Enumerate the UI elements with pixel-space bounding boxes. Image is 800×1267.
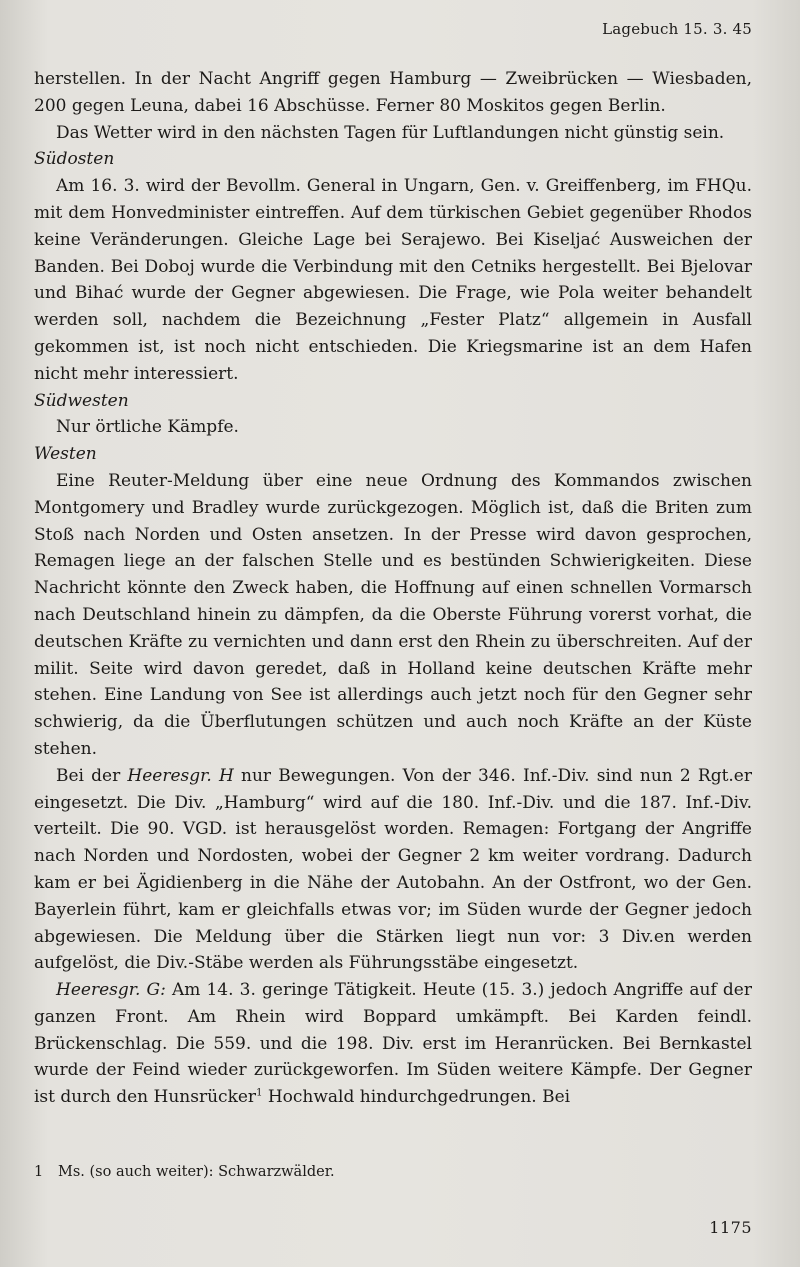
text-fragment: Hochwald hindurchgedrungen. Bei bbox=[262, 1087, 571, 1108]
paragraph-heeresgruppe-h bbox=[34, 763, 752, 977]
paragraph-heeresgruppe-g bbox=[34, 977, 752, 1111]
footnote-reference: 1 bbox=[256, 1087, 263, 1099]
section-heading-suedosten: Südosten bbox=[34, 149, 115, 170]
army-group-label: Heeresgr. H bbox=[127, 765, 234, 786]
main-text bbox=[34, 66, 752, 1111]
paragraph-westen-reuter: Eine Reuter-Meldung über eine neue Ordnung des Kommandos zwischen Montgomery und Bradley wurde zurückgezogen. Möglich ist, daß die Briten zum Stoß nach Norden und Osten ansetzen. In der Presse wird davon gesprochen, Remagen liege an der falschen Stelle und es bestünden Schwierigkeiten. Diese Nachricht könnte den Zweck haben, die Hoffnung auf einen schnellen Vormarsch nach Deutschland hinein zu dämpfen, da die Oberste Führung vorerst vorhat, die deutschen Kräfte zu vernichten und dann erst den Rhein zu überschreiten. Auf der milit. Seite wird davon geredet, daß in Holland keine deutschen Kräfte mehr stehen. Eine Landung von See ist allerdings auch jetzt noch für den Gegner sehr schwierig, da die Überflutungen schützen und auch noch Kräfte an der Küste stehen. bbox=[34, 470, 752, 759]
page-number: 1175 bbox=[709, 1218, 752, 1237]
army-group-label: Heeresgr. G: bbox=[56, 980, 166, 1001]
text-fragment: Bei der bbox=[56, 765, 128, 786]
section-heading-suedwesten: Südwesten bbox=[34, 390, 129, 411]
paragraph-suedwesten: Nur örtliche Kämpfe. bbox=[56, 417, 239, 438]
paragraph-continuation: herstellen. In der Nacht Angriff gegen Hamburg — Zweibrücken — Wiesbaden, 200 gegen Leuna, dabei 16 Abschüsse. Ferner 80 Moskitos gegen Berlin. bbox=[34, 69, 752, 116]
running-head: Lagebuch 15. 3. 45 bbox=[602, 20, 752, 38]
paragraph-weather: Das Wetter wird in den nächsten Tagen für Luftlandungen nicht günstig sein. bbox=[56, 122, 725, 143]
footnote-number: 1 bbox=[34, 1164, 44, 1180]
text-fragment: nur Bewegungen. Von der 346. Inf.-Div. sind nun 2 Rgt.er eingesetzt. Die Div. „Hamburg“ wird auf die 180. Inf.-Div. und die 187. Inf.-Div. verteilt. Die 90. VGD. ist herausgelöst worden. Remagen: Fortgang der Angriffe nach Norden und Nordosten, wobei der Gegner 2 km weiter vordrang. Dadurch kam er bei Ägidienberg in die Nähe der Autobahn. An der Ostfront, wo der Gen. Bayerlein führt, kam er gleichfalls etwas vor; im Süden wurde der Gegner jedoch abgewiesen. Die Meldung über die Stärken liegt nun vor: 3 Div.en werden aufgelöst, die Div.-Stäbe werden als Führungsstäbe eingesetzt. bbox=[34, 765, 752, 974]
text-fragment: Am 14. 3. geringe Tätigkeit. Heute (15. 3.) jedoch Angriffe auf der ganzen Front. Am Rhein wird Boppard umkämpft. Bei Karden feindl. Brückenschlag. Die 559. und die 198. Div. erst im Heranrücken. Bei Bernkastel wurde der Feind wieder zurückgeworfen. Im Süden weitere Kämpfe. Der Gegner ist durch den Hunsrücker bbox=[34, 980, 752, 1108]
footnote-text: Ms. (so auch weiter): Schwarzwälder. bbox=[58, 1164, 335, 1180]
footnote bbox=[34, 1164, 335, 1180]
section-heading-westen: Westen bbox=[34, 444, 97, 465]
paragraph-suedosten: Am 16. 3. wird der Bevollm. General in Ungarn, Gen. v. Greiffenberg, im FHQu. mit dem Honvedminister eintreffen. Auf dem türkischen Gebiet gegenüber Rhodos keine Veränderungen. Gleiche Lage bei Serajewo. Bei Kiseljać Ausweichen der Banden. Bei Doboj wurde die Verbindung mit den Cetniks hergestellt. Bei Bjelovar und Bihać wurde der Gegner abgewiesen. Die Frage, wie Pola weiter behandelt werden soll, nachdem die Bezeichnung „Fester Platz“ allgemein in Ausfall gekommen ist, ist noch nicht entschieden. Die Kriegsmarine ist an dem Hafen nicht mehr interessiert. bbox=[34, 176, 752, 384]
